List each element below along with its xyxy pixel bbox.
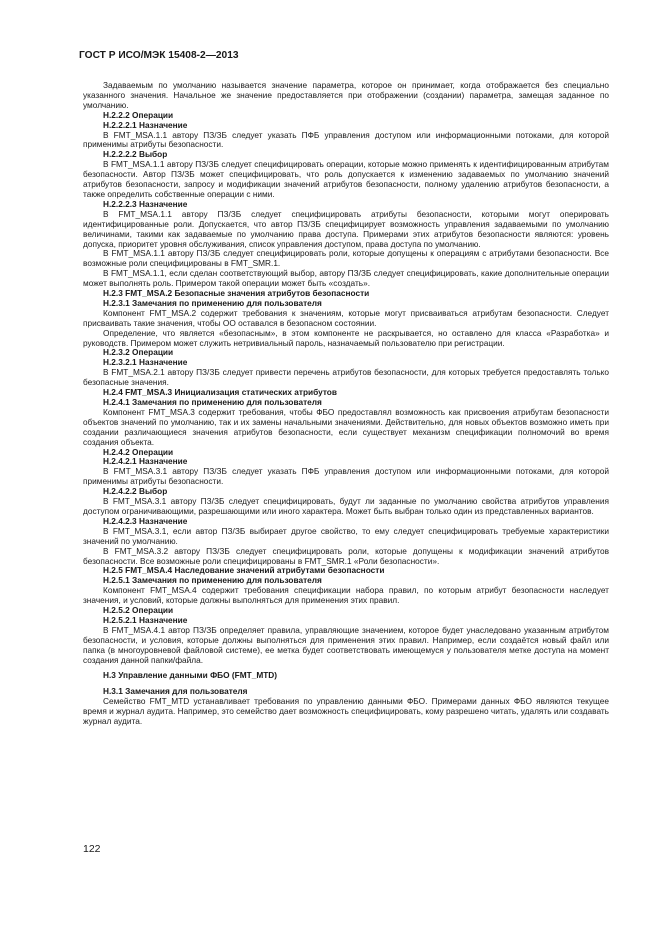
- paragraph: В FMT_MSA.1.1, если сделан соответствующий выбор, автору ПЗ/ЗБ следует специфицировать, какие дополнительные операции может выполнять роль. Примером такой операции может быть «создать».: [83, 268, 609, 289]
- paragraph: Задаваемым по умолчанию называется значение параметра, которое он принимает, когда отображается без специально указанного значения. Начальное же значение предоставляется при отображении (создании) параметра, замещая заданное по умолчанию.: [83, 80, 609, 110]
- section-heading: H.2.2.2.2 Выбор: [103, 149, 168, 160]
- paragraph: В FMT_MSA.4.1 автор ПЗ/ЗБ определяет правила, управляющие значением, которое будет унаследовано указанным атрибутом безопасности, и условия, которые должны выполняться для применения этих правил. Например, если создаётся новый файл или папка (в многоуровневой файловой системе), ее метка будет соответствовать имеющемуся у пользователя метке доступа на момент создания данной папки/файла.: [83, 624, 609, 665]
- section-heading: H.2.4.1 Замечания по применению для пользователя: [103, 397, 322, 407]
- paragraph: Семейство FMT_MTD устанавливает требования по управлению данными ФБО. Примерами данных ФБО являются текущее время и журнал аудита. Например, это семейство дает возможность специфицировать, кому разрешено читать, удалять или создавать журнал аудита.: [83, 696, 609, 727]
- section-heading: H.2.5.2 Операции: [103, 605, 174, 616]
- paragraph: В FMT_MSA.1.1 автору ПЗ/ЗБ следует указать ПФБ управления доступом или информационными потоками, для которой применимы атрибуты безопасности.: [83, 129, 609, 150]
- section-heading: H.2.3 FMT_MSA.2 Безопасные значения атрибутов безопасности: [103, 288, 370, 299]
- section-heading: H.3 Управление данными ФБО (FMT_MTD): [103, 670, 278, 681]
- section-heading: H.2.5 FMT_MSA.4 Наследование значений атрибутами безопасности: [103, 565, 385, 576]
- section-heading: H.2.4 FMT_MSA.3 Инициализация статических атрибутов: [103, 387, 337, 398]
- section-heading: H.2.3.2 Операции: [103, 347, 174, 358]
- section-heading: H.2.3.1 Замечания по применению для пользователя: [103, 297, 322, 308]
- section-heading: H.2.4.2.1 Назначение: [103, 456, 188, 467]
- paragraph: В FMT_MSA.1.1 автору ПЗ/ЗБ следует специфицировать роли, которые допущены к операциям с атрибутами безопасности. Все возможные роли специфицированы в FMT_SMR.1.: [83, 248, 609, 269]
- paragraph: Компонент FMT_MSA.4 содержит требования спецификации набора правил, по которым атрибут безопасности наследует значения, и условий, которые должны выполняться для применения этих правил.: [83, 585, 609, 606]
- section-heading: H.2.3.2.1 Назначение: [103, 357, 188, 368]
- paragraph: В FMT_MSA.3.1, если автор ПЗ/ЗБ выбирает другое свойство, то ему следует специфицировать требуемые характеристики значений по умолчанию.: [83, 525, 609, 546]
- section-heading: H.2.2.2 Операции: [103, 109, 174, 120]
- paragraph: Определение, что является «безопасным», в этом компоненте не раскрывается, но оставлено для класса «Разработка» и руководств. Примером может служить нетривиальный пароль, назначаемый пользователю при регистрации.: [83, 327, 609, 348]
- section-heading: H.3.1 Замечания для пользователя: [103, 686, 248, 697]
- paragraph: Компонент FMT_MSA.3 содержит требования, чтобы ФБО предоставлял возможность как присвоения атрибутам безопасности объектов значений по умолчанию, так и их замены начальными значениями. Действительно, для новых объектов возможно иметь при создании различающиеся значения атрибутов безопасности, если существует механизм спецификации полномочий во время создания объекта.: [83, 406, 609, 447]
- section-heading: H.2.5.1 Замечания по применению для пользователя: [103, 575, 322, 586]
- paragraph: В FMT_MSA.1.1 автору ПЗ/ЗБ следует специфицировать операции, которые можно применять к идентифицированным атрибутам безопасности. Автор ПЗ/ЗБ может специфицировать, что роль допускается к изменению задаваемых по умолчанию значений атрибутов безопасности, запросу и модификации значений атрибутов безопасности, полному удалению атрибутов безопасности, а также определить собственные операции с ними.: [83, 159, 609, 199]
- paragraph: Компонент FMT_MSA.2 содержит требования к значениям, которые могут присваиваться атрибутам безопасности. Следует присваивать такие значения, чтобы ОО оставался в безопасном состоянии.: [83, 307, 609, 328]
- paragraph: В FMT_MSA.1.1 автору ПЗ/ЗБ следует специфицировать атрибуты безопасности, которыми могут оперировать идентифицированные роли. Допускается, что автор ПЗ/ЗБ специфицирует возможность управления задаваемыми по умолчанию величинами, такими как задаваемые по умолчанию права доступа. Примерами этих атрибутов безопасности являются: уровень допуска, приоритет уровня обслуживания, список управления доступом, права доступа по умолчанию.: [83, 208, 609, 249]
- paragraph: В FMT_MSA.3.2 автору ПЗ/ЗБ следует специфицировать роли, которые допущены к модификации значений атрибутов безопасности. Все возможные роли специфицированы в FMT_SMR.1 «Роли безопасности».: [83, 545, 609, 566]
- page-number: 122: [83, 843, 101, 855]
- section-heading: H.2.4.2.3 Назначение: [103, 515, 188, 526]
- paragraph: В FMT_MSA.3.1 автору ПЗ/ЗБ следует указать ПФБ управления доступом или информационными потоками, для которой применимы атрибуты безопасности.: [83, 466, 609, 487]
- document-header: ГОСТ Р ИСО/МЭК 15408-2—2013: [79, 50, 239, 61]
- section-heading: H.2.2.2.1 Назначение: [103, 119, 188, 130]
- paragraph: В FMT_MSA.3.1 автору ПЗ/ЗБ следует специфицировать, будут ли заданные по умолчанию свойства атрибутов управления доступом ограничивающими, разрешающими или иного характера. Может быть выбран только один из представленных вариантов.: [83, 496, 609, 516]
- section-heading: H.2.4.2.2 Выбор: [103, 486, 168, 497]
- document-body: [83, 81, 609, 727]
- section-heading: H.2.2.2.3 Назначение: [103, 198, 188, 209]
- section-heading: H.2.4.2 Операции: [103, 446, 174, 457]
- section-heading: H.2.5.2.1 Назначение: [103, 614, 188, 625]
- paragraph: В FMT_MSA.2.1 автору ПЗ/ЗБ следует привести перечень атрибутов безопасности, для которых требуется предоставлять только безопасные значения.: [83, 367, 609, 388]
